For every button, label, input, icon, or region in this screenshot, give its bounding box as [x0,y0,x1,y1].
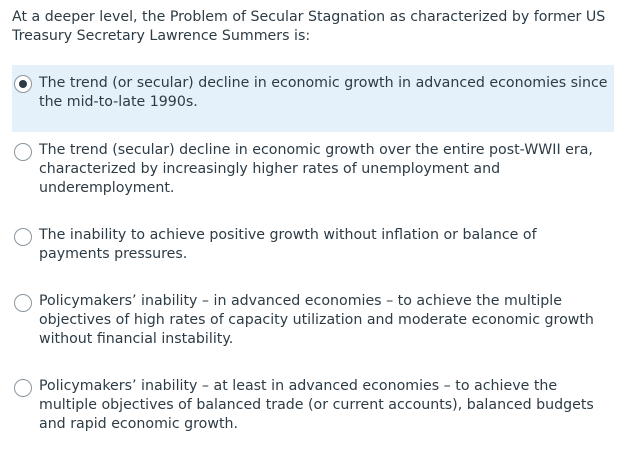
radio-button[interactable] [14,294,32,312]
radio-button-selected[interactable] [14,75,32,93]
answer-option-text: The trend (secular) decline in economic growth over the entire post-WWII era, characterized by increasingly higher rates of unemployment and underemployment. [39,142,593,196]
answer-option-text: Policymakers’ inability – at least in advanced economies – to achieve the multiple objectives of balanced trade (or current accounts), balanced budgets and rapid economic growth. [39,378,594,432]
answer-option-text: Policymakers’ inability – in advanced economies – to achieve the multiple objectives of high rates of capacity utilization and moderate economic growth without financial instability. [39,293,594,347]
radio-button[interactable] [14,143,32,161]
answer-option-text: The trend (or secular) decline in economic growth in advanced economies since the mid-to-late 1990s. [39,75,608,110]
answer-option-2[interactable] [12,140,614,204]
radio-button[interactable] [14,228,32,246]
answer-option-4[interactable] [12,291,614,355]
answer-option-1[interactable] [12,65,614,132]
answer-option-5[interactable] [12,376,614,440]
answer-option-3[interactable] [12,225,614,269]
answer-option-text: The inability to achieve positive growth without inflation or balance of payments pressures. [39,227,537,262]
radio-button[interactable] [14,379,32,397]
question-prompt: At a deeper level, the Problem of Secular Stagnation as characterized by former US Treasury Secretary Lawrence Summers is: [12,9,606,44]
